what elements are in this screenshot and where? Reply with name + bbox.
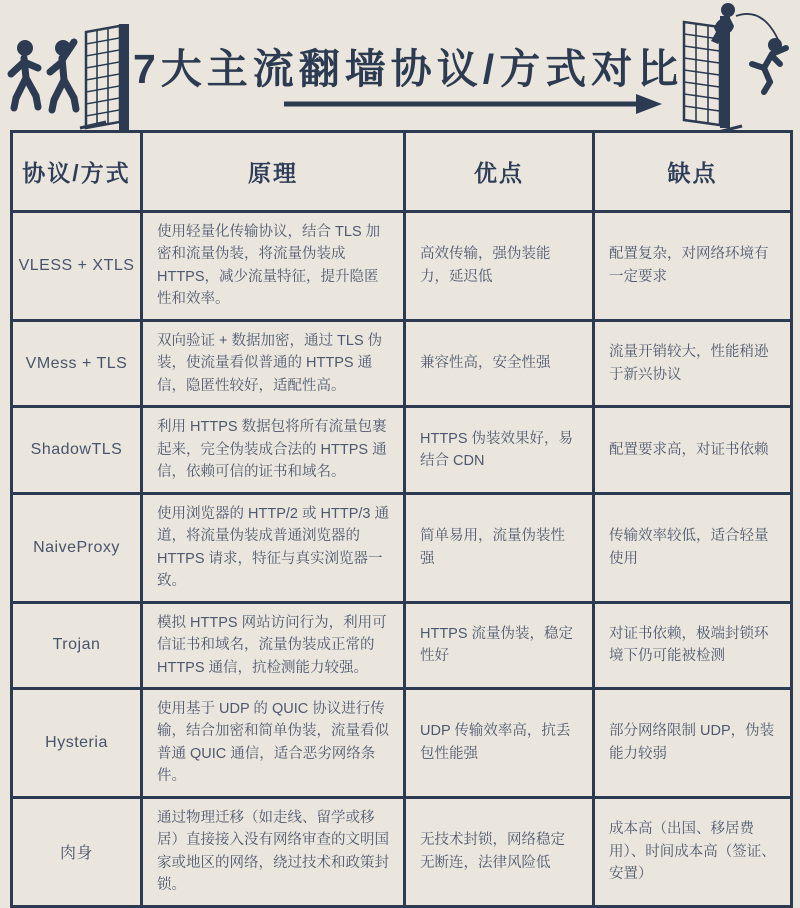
pros-cell: HTTPS 流量伪装，稳定性好: [405, 602, 594, 688]
cons-cell: 配置要求高，对证书依赖: [594, 407, 792, 493]
page-title: 7大主流翻墙协议/方式对比: [133, 46, 684, 92]
pros-cell: UDP 传输效率高，抗丢包性能强: [405, 688, 594, 797]
column-header-cons: 缺点: [594, 132, 792, 212]
cons-cell: 部分网络限制 UDP，伪装能力较弱: [594, 688, 792, 797]
principle-cell: 双向验证 + 数据加密，通过 TLS 伪装，使流量看似普通的 HTTPS 通信，隐匿性较好，适配性高。: [142, 320, 405, 406]
column-header-protocol: 协议/方式: [12, 132, 142, 212]
pros-cell: 简单易用，流量伪装性强: [405, 493, 594, 602]
pros-cell: HTTPS 伪装效果好，易结合 CDN: [405, 407, 594, 493]
table-row: [12, 320, 792, 406]
pros-cell: 高效传输，强伪装能力，延迟低: [405, 212, 594, 321]
pros-cell: 无技术封锁，网络稳定无断连，法律风险低: [405, 797, 594, 906]
table-row: [12, 493, 792, 602]
protocol-cell: Hysteria: [12, 688, 142, 797]
principle-cell: 使用浏览器的 HTTP/2 或 HTTP/3 通道，将流量伪装成普通浏览器的 HTTPS 请求，特征与真实浏览器一致。: [142, 493, 405, 602]
table-row: [12, 212, 792, 321]
protocol-cell: NaiveProxy: [12, 493, 142, 602]
principle-cell: 使用轻量化传输协议，结合 TLS 加密和流量伪装，将流量伪装成 HTTPS，减少流量特征，提升隐匿性和效率。: [142, 212, 405, 321]
table-header-row: [12, 132, 792, 212]
comparison-table: [10, 130, 793, 908]
principle-cell: 模拟 HTTPS 网站访问行为，利用可信证书和域名，流量伪装成正常的 HTTPS 通信，抗检测能力较强。: [142, 602, 405, 688]
table-row: [12, 407, 792, 493]
wall-climber-right-icon: [676, 2, 798, 130]
cons-cell: 流量开销较大，性能稍逊于新兴协议: [594, 320, 792, 406]
table-row: [12, 688, 792, 797]
person-icon: [11, 58, 38, 108]
cons-cell: 配置复杂，对网络环境有一定要求: [594, 212, 792, 321]
cons-cell: 对证书依赖，极端封锁环境下仍可能被检测: [594, 602, 792, 688]
principle-cell: 利用 HTTPS 数据包将所有流量包裹起来，完全伪装成合法的 HTTPS 通信，依赖可信的证书和域名。: [142, 407, 405, 493]
table-row: [12, 602, 792, 688]
cons-cell: 成本高（出国、移居费用）、时间成本高（签证、安置）: [594, 797, 792, 906]
table-row: [12, 797, 792, 906]
protocol-cell: VLESS + XTLS: [12, 212, 142, 321]
protocol-cell: ShadowTLS: [12, 407, 142, 493]
brick-wall-icon: [684, 16, 742, 130]
column-header-pros: 优点: [405, 132, 594, 212]
protocol-cell: 肉身: [12, 797, 142, 906]
people-and-wall-left-icon: [4, 10, 136, 132]
cons-cell: 传输效率较低，适合轻量使用: [594, 493, 792, 602]
pros-cell: 兼容性高，安全性强: [405, 320, 594, 406]
protocol-cell: VMess + TLS: [12, 320, 142, 406]
person-jumping-off-wall-icon: [752, 48, 786, 92]
principle-cell: 通过物理迁移（如走线、留学或移居）直接接入没有网络审查的文明国家或地区的网络，绕过技术和政策封锁。: [142, 797, 405, 906]
right-arrow-icon: [282, 92, 664, 116]
principle-cell: 使用基于 UDP 的 QUIC 协议进行传输，结合加密和简单伪装，流量看似普通 QUIC 通信，适合恶劣网络条件。: [142, 688, 405, 797]
protocol-cell: Trojan: [12, 602, 142, 688]
brick-wall-icon: [80, 24, 129, 130]
column-header-principle: 原理: [142, 132, 405, 212]
